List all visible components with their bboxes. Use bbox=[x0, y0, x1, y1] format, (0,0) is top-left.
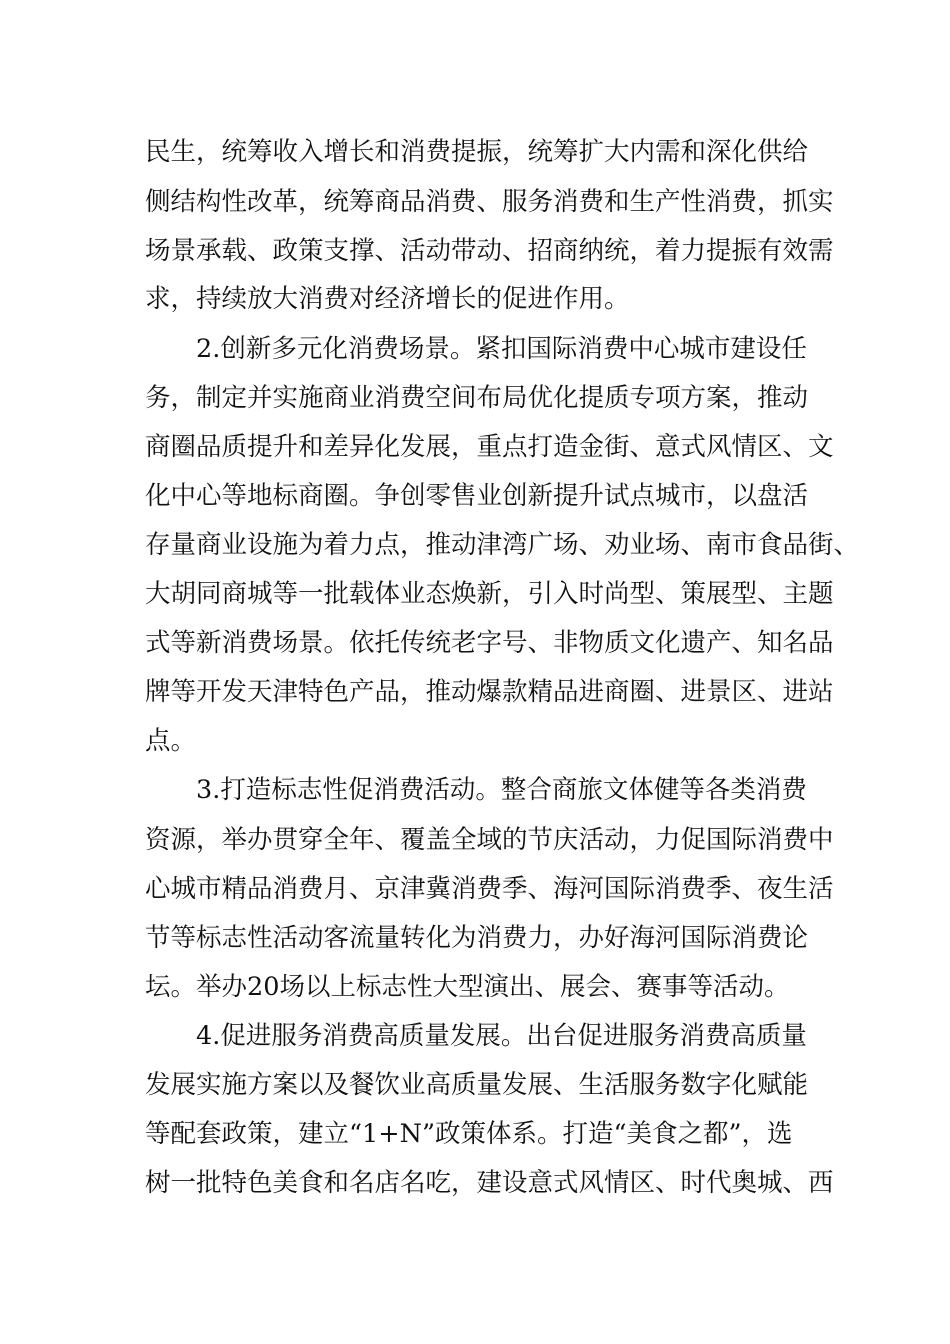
text-line: 务，制定并实施商业消费空间布局优化提质专项方案，推动 bbox=[145, 383, 809, 413]
text-line: 式等新消费场景。依托传统老字号、非物质文化遗产、知名品 bbox=[145, 628, 834, 658]
text-line: 商圈品质提升和差异化发展，重点打造金街、意式风情区、文 bbox=[145, 432, 834, 462]
paragraph-first-line: 2.创新多元化消费场景。紧扣国际消费中心城市建设任 bbox=[196, 334, 807, 364]
text-line: 点。 bbox=[145, 726, 197, 756]
text-line: 发展实施方案以及餐饮业高质量发展、生活服务数字化赋能 bbox=[145, 1070, 809, 1100]
text-line: 资源，举办贯穿全年、覆盖全域的节庆活动，力促国际消费中 bbox=[145, 825, 834, 855]
text-line: 存量商业设施为着力点，推动津湾广场、劝业场、南市食品街、 bbox=[145, 530, 860, 560]
text-line: 树一批特色美食和名店名吃，建设意式风情区、时代奥城、西 bbox=[145, 1168, 834, 1198]
text-line: 侧结构性改革，统筹商品消费、服务消费和生产性消费，抓实 bbox=[145, 187, 834, 217]
text-line: 场景承载、政策支撑、活动带动、招商纳统，着力提振有效需 bbox=[145, 236, 834, 266]
text-line: 等配套政策，建立“1+N”政策体系。打造“美食之都”，选 bbox=[145, 1119, 793, 1149]
text-line: 心城市精品消费月、京津冀消费季、海河国际消费季、夜生活 bbox=[145, 874, 834, 904]
text-line: 化中心等地标商圈。争创零售业创新提升试点城市，以盘活 bbox=[145, 481, 809, 511]
paragraph-first-line: 3.打造标志性促消费活动。整合商旅文体健等各类消费 bbox=[196, 775, 807, 805]
text-line: 大胡同商城等一批载体业态焕新，引入时尚型、策展型、主题 bbox=[145, 579, 834, 609]
text-line: 牌等开发天津特色产品，推动爆款精品进商圈、进景区、进站 bbox=[145, 677, 834, 707]
text-line: 民生，统筹收入增长和消费提振，统筹扩大内需和深化供给 bbox=[145, 137, 809, 167]
paragraph-first-line: 4.促进服务消费高质量发展。出台促进服务消费高质量 bbox=[196, 1021, 807, 1051]
text-line: 求，持续放大消费对经济增长的促进作用。 bbox=[145, 284, 630, 314]
text-line: 坛。举办20场以上标志性大型演出、展会、赛事等活动。 bbox=[145, 972, 790, 1002]
text-line: 节等标志性活动客流量转化为消费力，办好海河国际消费论 bbox=[145, 923, 809, 953]
